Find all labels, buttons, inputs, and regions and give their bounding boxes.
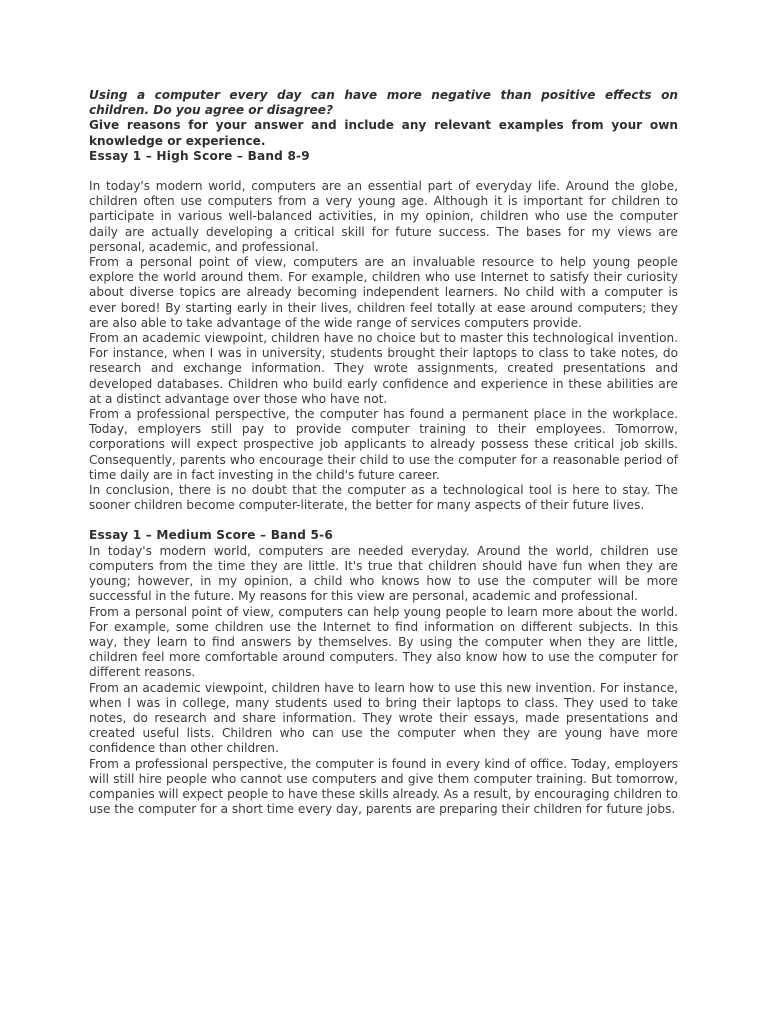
paragraph: In today's modern world, computers are an essential part of everyday life. Around the globe, children often use computers from a very young age. Although it is important for children to participate in various well-balanced activities, in my opinion, children who use the computer daily are actually developing a critical skill for future success. The bases for my views are personal, academic, and professional. xyxy=(89,179,678,254)
essay-high-score xyxy=(89,149,678,514)
paragraph: From an academic viewpoint, children have to learn how to use this new invention. For instance, when I was in college, many students used to bring their laptops to class. They used to take notes, do research and share information. They wrote their essays, made presentations and created useful lists. Children who can use the computer when they are young have more confidence than other children. xyxy=(89,680,678,756)
paragraph: From a personal point of view, computers can help young people to learn more about the world. For example, some children use the Internet to find information on different subjects. In this way, they learn to find answers by themselves. By using the computer when they are little, children feel more comfortable around computers. They also know how to use the computer for different reasons. xyxy=(89,604,678,680)
document-page xyxy=(89,88,678,817)
paragraph: From a professional perspective, the computer has found a permanent place in the workplace. Today, employers still pay to provide computer training to their employees. Tomorrow, corporations will expect prospective job applicants to already possess these critical job skills. Consequently, parents who encourage their child to use the computer for a reasonable period of time daily are in fact investing in the child's future career. xyxy=(89,407,678,482)
essay-heading-high: Essay 1 – High Score – Band 8-9 xyxy=(89,148,310,163)
paragraph: From a personal point of view, computers are an invaluable resource to help young people explore the world around them. For example, children who use Internet to satisfy their curiosity about diverse topics are already becoming independent learners. No child with a computer is ever bored! By starting early in their lives, children feel totally at ease around computers; they are also able to take advantage of the wide range of services computers provide. xyxy=(89,255,678,330)
essay-question: Using a computer every day can have more negative than positive effects on children. Do you agree or disagree? xyxy=(89,88,678,118)
essay-instruction: Give reasons for your answer and include any relevant examples from your own knowledge or experience. xyxy=(89,118,678,148)
paragraph: From a professional perspective, the computer is found in every kind of office. Today, employers will still hire people who cannot use computers and give them computer training. But tomorrow, companies will expect people to have these skills already. As a result, by encouraging children to use the computer for a short time every day, parents are preparing their children for future jobs. xyxy=(89,756,678,817)
spacer xyxy=(89,164,678,179)
paragraph: In today's modern world, computers are needed everyday. Around the world, children use computers from the time they are little. It's true that children should have fun when they are young; however, in my opinion, a child who knows how to use the computer will be more successful in the future. My reasons for this view are personal, academic and professional. xyxy=(89,543,678,604)
paragraph: In conclusion, there is no doubt that the computer as a technological tool is here to stay. The sooner children become computer-literate, the better for many aspects of their future lives. xyxy=(89,483,678,513)
essay-heading-medium: Essay 1 – Medium Score – Band 5-6 xyxy=(89,528,334,543)
essay-medium-score xyxy=(89,528,678,817)
spacer xyxy=(89,513,678,528)
paragraph: From an academic viewpoint, children have no choice but to master this technological invention. For instance, when I was in university, students brought their laptops to class to take notes, do research and exchange information. They wrote assignments, created presentations and developed databases. Children who build early confidence and experience in these abilities are at a distinct advantage over those who have not. xyxy=(89,331,678,406)
